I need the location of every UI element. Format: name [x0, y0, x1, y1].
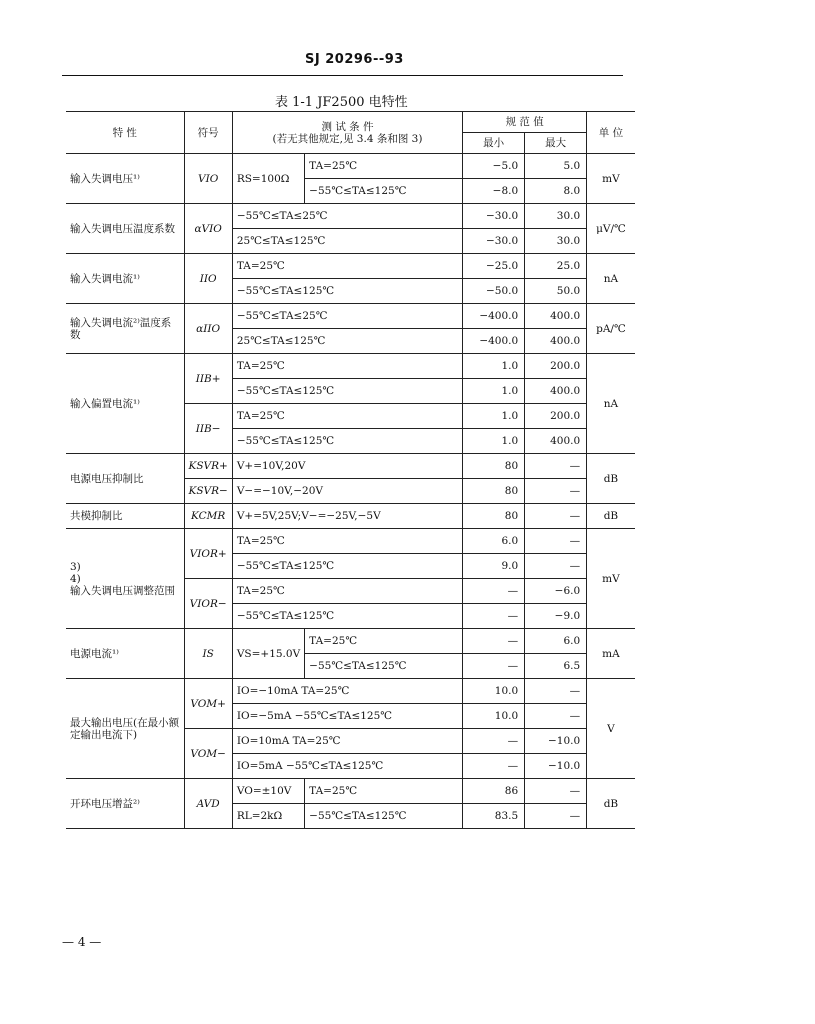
max-cell: — [525, 529, 587, 554]
condition-cell: TA=25℃ [305, 779, 463, 804]
table-row [66, 304, 635, 329]
min-cell: −5.0 [463, 154, 525, 179]
max-cell: 400.0 [525, 329, 587, 354]
condition-cell: TA=25℃ [232, 254, 462, 279]
characteristic-cell: 共模抑制比 [66, 504, 184, 529]
max-cell: 25.0 [525, 254, 587, 279]
min-cell: 80 [463, 454, 525, 479]
table-row [66, 254, 635, 279]
min-cell: −30.0 [463, 204, 525, 229]
condition-cell: −55℃≤TA≤25℃ [232, 204, 462, 229]
min-cell: −400.0 [463, 304, 525, 329]
condition-cell: TA=25℃ [305, 154, 463, 179]
page-number: — 4 — [62, 935, 102, 949]
max-cell: 5.0 [525, 154, 587, 179]
condition-cell: TA=25℃ [305, 629, 463, 654]
max-cell: 400.0 [525, 429, 587, 454]
characteristic-cell: 电源电流¹⁾ [66, 629, 184, 679]
header-min: 最小 [463, 133, 525, 154]
unit-cell: dB [587, 504, 635, 529]
characteristic-cell: 开环电压增益²⁾ [66, 779, 184, 829]
min-cell: — [463, 754, 525, 779]
max-cell: — [525, 779, 587, 804]
max-cell: — [525, 804, 587, 829]
document-id: SJ 20296--93 [305, 52, 404, 67]
electrical-characteristics-table [66, 111, 635, 829]
characteristic-cell: 输入失调电流¹⁾ [66, 254, 184, 304]
unit-cell: pA/℃ [587, 304, 635, 354]
table-row [66, 679, 635, 704]
table-header-row [66, 112, 635, 133]
min-cell: 10.0 [463, 679, 525, 704]
min-cell: 6.0 [463, 529, 525, 554]
precondition-cell: VS=+15.0V [232, 629, 304, 679]
unit-cell: mV [587, 154, 635, 204]
condition-cell: −55℃≤TA≤125℃ [232, 279, 462, 304]
min-cell: 83.5 [463, 804, 525, 829]
symbol-cell: KCMR [184, 504, 232, 529]
symbol-cell: VIO [184, 154, 232, 204]
condition-cell: 25℃≤TA≤125℃ [232, 229, 462, 254]
condition-cell: TA=25℃ [232, 354, 462, 379]
unit-cell: dB [587, 454, 635, 504]
table-row [66, 779, 635, 804]
max-cell: −10.0 [525, 729, 587, 754]
max-cell: — [525, 479, 587, 504]
max-cell: — [525, 554, 587, 579]
condition-cell: V+=10V,20V [232, 454, 462, 479]
unit-cell: mV [587, 529, 635, 629]
condition-cell: −55℃≤TA≤25℃ [232, 304, 462, 329]
condition-cell: TA=25℃ [232, 579, 462, 604]
symbol-cell: VIOR− [184, 579, 232, 629]
condition-cell: −55℃≤TA≤125℃ [232, 554, 462, 579]
symbol-cell: IIO [184, 254, 232, 304]
min-cell: 80 [463, 479, 525, 504]
condition-cell: −55℃≤TA≤125℃ [305, 179, 463, 204]
characteristic-cell: 输入偏置电流¹⁾ [66, 354, 184, 454]
min-cell: 1.0 [463, 404, 525, 429]
unit-cell: nA [587, 254, 635, 304]
characteristic-cell: 电源电压抑制比 [66, 454, 184, 504]
table-row [66, 154, 635, 179]
min-cell: — [463, 579, 525, 604]
symbol-cell: KSVR− [184, 479, 232, 504]
symbol-cell: IS [184, 629, 232, 679]
header-symbol: 符号 [184, 112, 232, 154]
min-cell: 1.0 [463, 429, 525, 454]
max-cell: — [525, 504, 587, 529]
precondition-cell: RL=2kΩ [232, 804, 304, 829]
header-conditions [232, 112, 462, 154]
max-cell: 30.0 [525, 204, 587, 229]
max-cell: 6.5 [525, 654, 587, 679]
condition-cell: −55℃≤TA≤125℃ [232, 379, 462, 404]
condition-cell: TA=25℃ [232, 529, 462, 554]
table-row [66, 529, 635, 554]
table-row [66, 504, 635, 529]
max-cell: 400.0 [525, 379, 587, 404]
max-cell: −10.0 [525, 754, 587, 779]
header-conditions-note: (若无其他规定,见 3.4 条和图 3) [272, 132, 423, 145]
condition-cell: IO=−5mA −55℃≤TA≤125℃ [232, 704, 462, 729]
symbol-cell: IIB− [184, 404, 232, 454]
condition-cell: IO=−10mA TA=25℃ [232, 679, 462, 704]
max-cell: — [525, 679, 587, 704]
min-cell: 1.0 [463, 354, 525, 379]
min-cell: −400.0 [463, 329, 525, 354]
header-unit: 单 位 [587, 112, 635, 154]
table-row [66, 454, 635, 479]
min-cell: −8.0 [463, 179, 525, 204]
header-characteristic: 特 性 [66, 112, 184, 154]
min-cell: — [463, 729, 525, 754]
condition-cell: IO=10mA TA=25℃ [232, 729, 462, 754]
max-cell: 200.0 [525, 354, 587, 379]
table-row [66, 204, 635, 229]
condition-cell: V−=−10V,−20V [232, 479, 462, 504]
max-cell: −9.0 [525, 604, 587, 629]
symbol-cell: αIIO [184, 304, 232, 354]
min-cell: — [463, 629, 525, 654]
unit-cell: μV/℃ [587, 204, 635, 254]
condition-cell: TA=25℃ [232, 404, 462, 429]
unit-cell: dB [587, 779, 635, 829]
max-cell: — [525, 454, 587, 479]
characteristic-cell: 输入失调电流²⁾温度系数 [66, 304, 184, 354]
symbol-cell: αVIO [184, 204, 232, 254]
header-max: 最大 [525, 133, 587, 154]
min-cell: 80 [463, 504, 525, 529]
condition-cell: V+=5V,25V;V−=−25V,−5V [232, 504, 462, 529]
table-row [66, 629, 635, 654]
max-cell: 30.0 [525, 229, 587, 254]
max-cell: — [525, 704, 587, 729]
condition-cell: −55℃≤TA≤125℃ [232, 604, 462, 629]
condition-cell: −55℃≤TA≤125℃ [305, 804, 463, 829]
symbol-cell: VOM+ [184, 679, 232, 729]
min-cell: −30.0 [463, 229, 525, 254]
symbol-cell: VIOR+ [184, 529, 232, 579]
max-cell: 200.0 [525, 404, 587, 429]
condition-cell: −55℃≤TA≤125℃ [305, 654, 463, 679]
table-caption: 表 1-1 JF2500 电特性 [275, 95, 408, 110]
min-cell: −50.0 [463, 279, 525, 304]
min-cell: 86 [463, 779, 525, 804]
header-rule [62, 75, 623, 76]
unit-cell: V [587, 679, 635, 779]
characteristic-cell: 3) 4) 输入失调电压调整范围 [66, 529, 184, 629]
symbol-cell: IIB+ [184, 354, 232, 404]
precondition-cell: VO=±10V [232, 779, 304, 804]
condition-cell: 25℃≤TA≤125℃ [232, 329, 462, 354]
characteristic-cell: 最大输出电压(在最小额定输出电流下) [66, 679, 184, 779]
max-cell: −6.0 [525, 579, 587, 604]
header-conditions-title: 测 试 条 件 [321, 120, 374, 133]
symbol-cell: VOM− [184, 729, 232, 779]
unit-cell: nA [587, 354, 635, 454]
header-spec: 规 范 值 [463, 112, 587, 133]
table-row [66, 354, 635, 379]
min-cell: — [463, 654, 525, 679]
min-cell: −25.0 [463, 254, 525, 279]
symbol-cell: AVD [184, 779, 232, 829]
max-cell: 6.0 [525, 629, 587, 654]
condition-cell: IO=5mA −55℃≤TA≤125℃ [232, 754, 462, 779]
symbol-cell: KSVR+ [184, 454, 232, 479]
min-cell: — [463, 604, 525, 629]
precondition-cell: RS=100Ω [232, 154, 304, 204]
max-cell: 50.0 [525, 279, 587, 304]
max-cell: 8.0 [525, 179, 587, 204]
unit-cell: mA [587, 629, 635, 679]
min-cell: 10.0 [463, 704, 525, 729]
characteristic-cell: 输入失调电压温度系数 [66, 204, 184, 254]
min-cell: 9.0 [463, 554, 525, 579]
condition-cell: −55℃≤TA≤125℃ [232, 429, 462, 454]
max-cell: 400.0 [525, 304, 587, 329]
min-cell: 1.0 [463, 379, 525, 404]
characteristic-cell: 输入失调电压¹⁾ [66, 154, 184, 204]
